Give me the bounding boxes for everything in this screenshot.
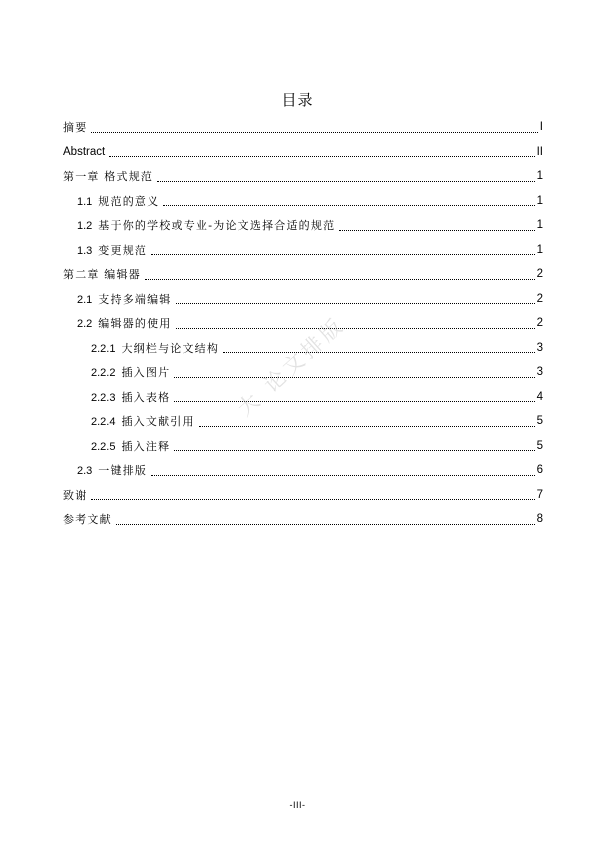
toc-entry-page: 6 <box>536 464 543 477</box>
toc-entry-text: 变更规范 <box>98 243 148 257</box>
toc-entry-page: I <box>539 121 543 134</box>
toc-entry-number: 2.2.3 <box>91 391 116 404</box>
toc-entry-page: 1 <box>536 243 543 256</box>
toc-entry-page: 5 <box>536 415 543 428</box>
toc-entry-page: 2 <box>536 268 543 281</box>
toc-entry-number: 2.2.2 <box>91 367 116 380</box>
toc-entry[interactable] <box>63 434 543 459</box>
toc-dot-leader <box>91 131 537 133</box>
toc-entry-text: 基于你的学校或专业-为论文选择合适的规范 <box>98 219 336 233</box>
toc-dot-leader <box>145 278 535 280</box>
toc-entry[interactable] <box>63 164 543 189</box>
toc-entry-text: Abstract <box>63 145 106 158</box>
toc-dot-leader <box>223 351 535 353</box>
toc-entry-number: 2.2.1 <box>91 342 116 355</box>
toc-dot-leader <box>163 204 534 206</box>
toc-entry-page: 1 <box>536 194 543 207</box>
toc-entry-text: 致谢 <box>63 488 88 502</box>
toc-entry-label <box>91 340 219 356</box>
toc-entry-text: 第一章 格式规范 <box>63 170 154 184</box>
toc-entry-label <box>91 389 170 405</box>
toc-entry[interactable] <box>63 262 543 287</box>
toc-entry-page: II <box>536 145 543 158</box>
toc-entry-number: 2.2.4 <box>91 416 116 429</box>
toc-entry-page: 1 <box>536 170 543 183</box>
toc-entry-label <box>63 168 153 184</box>
toc-entry-number: 2.2.5 <box>91 440 116 453</box>
toc-entry-text: 插入注释 <box>121 439 171 453</box>
toc-dot-leader <box>91 498 534 500</box>
toc-entry-number: 2.3 <box>77 465 93 478</box>
toc-entry-page: 7 <box>536 488 543 501</box>
toc-entry-label <box>63 266 141 282</box>
toc-dot-leader <box>157 180 534 182</box>
toc-entry-label <box>91 364 170 380</box>
toc-dot-leader <box>176 302 535 304</box>
toc-entry-text: 支持多端编辑 <box>98 292 172 306</box>
toc-dot-leader <box>176 327 535 329</box>
toc-entry-text: 插入图片 <box>121 366 171 380</box>
toc-entry[interactable] <box>63 458 543 483</box>
toc-entry-text: 第二章 编辑器 <box>63 268 141 282</box>
toc-entry-number: 1.2 <box>77 220 93 233</box>
toc-dot-leader <box>151 474 534 476</box>
toc-dot-leader <box>116 523 535 525</box>
toc-entry-label <box>77 193 159 209</box>
toc-entry[interactable] <box>63 115 543 140</box>
toc-entry-number: 1.3 <box>77 244 93 257</box>
toc-dot-leader <box>151 253 534 255</box>
toc-entry-text: 插入表格 <box>121 390 171 404</box>
toc-entry[interactable] <box>63 287 543 312</box>
toc-entry-label <box>77 315 172 331</box>
toc-entry[interactable] <box>63 140 543 165</box>
watermark: 大 论文排版 <box>232 312 350 421</box>
toc-entry-label <box>77 462 147 478</box>
toc-entry-label <box>91 438 170 454</box>
toc-entry-label <box>63 146 105 158</box>
toc-entry-label <box>77 291 172 307</box>
toc-entry[interactable] <box>63 189 543 214</box>
toc-entry-page: 8 <box>536 513 543 526</box>
toc-entry[interactable] <box>63 311 543 336</box>
toc-entry-page: 5 <box>536 439 543 452</box>
toc-dot-leader <box>174 449 534 451</box>
toc-entry-text: 规范的意义 <box>98 194 160 208</box>
toc-entry-number: 1.1 <box>77 195 93 208</box>
table-of-contents <box>63 115 543 532</box>
toc-entry-label <box>77 242 147 258</box>
toc-entry-text: 一键排版 <box>98 464 148 478</box>
toc-entry[interactable] <box>63 360 543 385</box>
toc-entry-number: 2.1 <box>77 293 93 306</box>
toc-entry[interactable] <box>63 409 543 434</box>
toc-entry[interactable] <box>63 507 543 532</box>
page-number: -III- <box>289 800 306 810</box>
toc-entry-page: 3 <box>536 366 543 379</box>
toc-entry-number: 2.2 <box>77 318 93 331</box>
toc-entry-page: 2 <box>536 317 543 330</box>
toc-dot-leader <box>174 376 534 378</box>
toc-entry-label <box>91 413 195 429</box>
toc-entry[interactable] <box>63 213 543 238</box>
toc-entry-text: 参考文献 <box>63 513 112 527</box>
toc-entry-page: 3 <box>536 341 543 354</box>
toc-entry-text: 摘要 <box>63 121 88 135</box>
toc-dot-leader <box>109 155 534 157</box>
toc-entry[interactable] <box>63 483 543 508</box>
toc-entry-page: 1 <box>536 219 543 232</box>
toc-entry[interactable] <box>63 238 543 263</box>
toc-entry-label <box>63 487 87 503</box>
toc-entry-label <box>63 119 87 135</box>
toc-entry-text: 编辑器的使用 <box>98 317 172 331</box>
toc-entry[interactable] <box>63 385 543 410</box>
toc-entry-page: 4 <box>536 390 543 403</box>
toc-title: 目录 <box>281 91 314 109</box>
toc-entry-text: 大纲栏与论文结构 <box>121 341 220 355</box>
toc-dot-leader <box>174 400 534 402</box>
toc-entry-label <box>63 511 112 527</box>
toc-entry-text: 插入文献引用 <box>121 415 195 429</box>
toc-dot-leader <box>339 229 534 231</box>
toc-entry[interactable] <box>63 336 543 361</box>
toc-dot-leader <box>199 425 535 427</box>
toc-entry-label <box>77 217 335 233</box>
toc-entry-page: 2 <box>536 292 543 305</box>
